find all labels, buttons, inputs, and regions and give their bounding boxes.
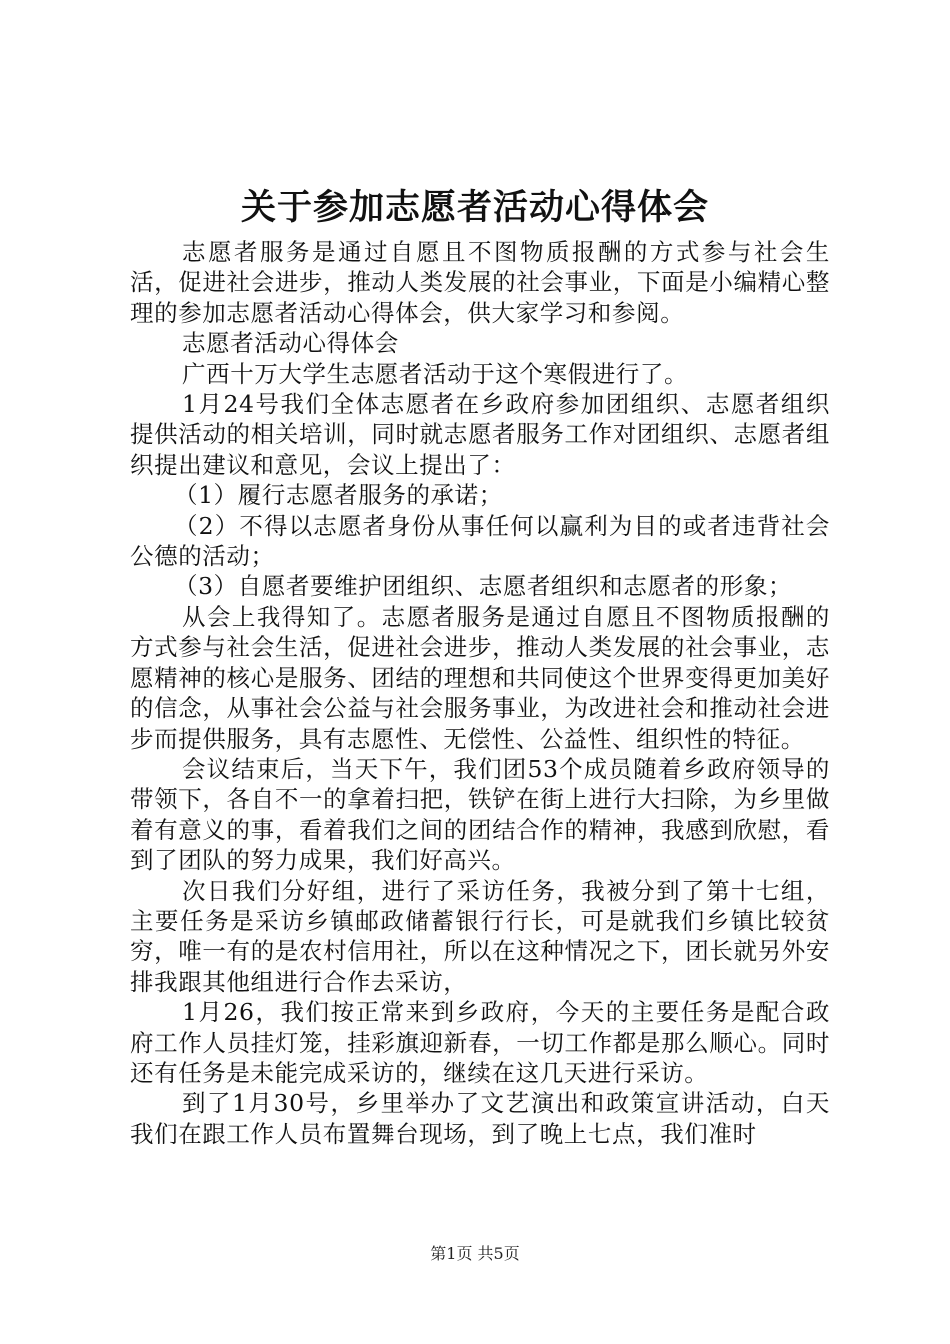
page-footer: 第1页 共5页: [430, 1244, 520, 1263]
list-item: （2）不得以志愿者身份从事任何以赢利为目的或者违背社会公德的活动；: [130, 511, 830, 571]
document-title: 关于参加志愿者活动心得体会: [240, 187, 709, 228]
paragraph: 从会上我得知了。志愿者服务是通过自愿且不图物质报酬的方式参与社会生活，促进社会进步，推动人类发展的社会事业，志愿精神的核心是服务、团结的理想和共同使这个世界变得更加美好的信念，从事社会公益与社会服务事业，为改进社会和推动社会进步而提供服务，具有志愿性、无偿性、公益性、组织性的特征。: [130, 602, 830, 753]
paragraph: 到了1月30号，乡里举办了文艺演出和政策宣讲活动，白天我们在跟工作人员布置舞台现场，到了晚上七点，我们准时: [130, 1089, 830, 1148]
paragraph: 1月26，我们按正常来到乡政府，今天的主要任务是配合政府工作人员挂灯笼，挂彩旗迎新春，一切工作都是那么顺心。同时还有任务是未能完成采访的，继续在这几天进行采访。: [130, 998, 830, 1087]
paragraph-subtitle: 志愿者活动心得体会: [182, 329, 399, 358]
document-body: [130, 237, 830, 1149]
list-item: （3）自愿者要维护团组织、志愿者组织和志愿者的形象；: [174, 572, 793, 601]
paragraph: 广西十万大学生志愿者活动于这个寒假进行了。: [182, 359, 689, 388]
paragraph: 次日我们分好组，进行了采访任务，我被分到了第十七组，主要任务是采访乡镇邮政储蓄银行行长，可是就我们乡镇比较贫穷，唯一有的是农村信用社，所以在这种情况之下，团长就另外安排我跟其他组进行合作去采访，: [130, 876, 830, 996]
paragraph: 会议结束后，当天下午，我们团53个成员随着乡政府领导的带领下，各自不一的拿着扫把，铁铲在街上进行大扫除，为乡里做着有意义的事，看着我们之间的团结合作的精神，我感到欣慰，看到了团队的努力成果，我们好高兴。: [130, 754, 830, 875]
paragraph: 1月24号我们全体志愿者在乡政府参加团组织、志愿者组织提供活动的相关培训，同时就志愿者服务工作对团组织、志愿者组织提出建议和意见，会议上提出了：: [130, 390, 830, 479]
list-item: （1）履行志愿者服务的承诺；: [174, 481, 503, 510]
paragraph-intro: 志愿者服务是通过自愿且不图物质报酬的方式参与社会生活，促进社会进步，推动人类发展的社会事业，下面是小编精心整理的参加志愿者活动心得体会，供大家学习和参阅。: [130, 238, 830, 327]
